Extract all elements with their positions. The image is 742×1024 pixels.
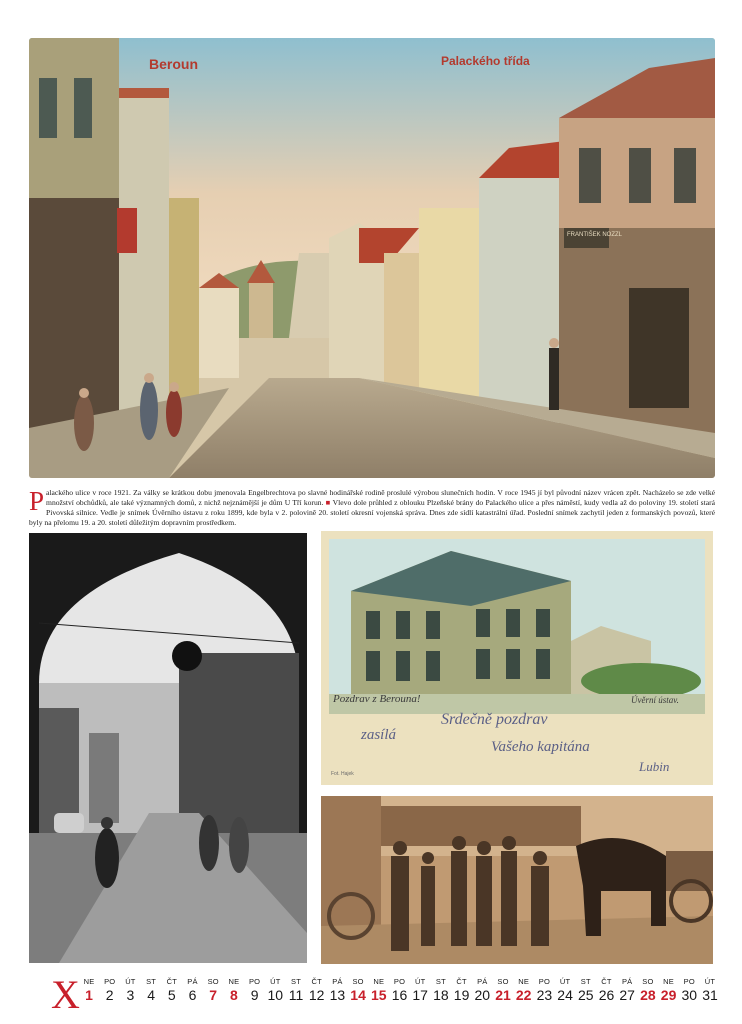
day-name: ÚT bbox=[125, 977, 136, 986]
calendar-day bbox=[679, 977, 699, 1004]
day-name: SO bbox=[352, 977, 364, 986]
postcard-building-label: Úvěrní ústav. bbox=[631, 695, 679, 705]
day-name: ČT bbox=[601, 977, 612, 986]
day-number: 19 bbox=[453, 987, 470, 1003]
day-name: SO bbox=[497, 977, 509, 986]
street-postcard-illustration bbox=[29, 38, 715, 478]
day-name: ČT bbox=[456, 977, 467, 986]
carters-wagon-photo bbox=[321, 796, 713, 964]
shop-sign: FRANTIŠEK NOZZL bbox=[567, 232, 623, 238]
calendar-day bbox=[162, 977, 182, 1004]
calendar-day bbox=[555, 977, 575, 1004]
day-number: 20 bbox=[474, 987, 491, 1003]
caption-text bbox=[29, 488, 715, 528]
day-number: 31 bbox=[702, 987, 718, 1003]
day-name: ČT bbox=[166, 977, 177, 986]
day-name: PÁ bbox=[477, 977, 488, 986]
day-number: 15 bbox=[371, 987, 387, 1003]
handwriting-line-1: Srdečně pozdrav bbox=[441, 711, 548, 728]
calendar-day bbox=[659, 977, 679, 1004]
main-street-postcard bbox=[29, 38, 715, 478]
calendar-day bbox=[369, 977, 389, 1004]
calendar-day bbox=[183, 977, 203, 1004]
day-name: NE bbox=[663, 977, 674, 986]
calendar-day bbox=[534, 977, 554, 1004]
day-number: 11 bbox=[288, 987, 304, 1003]
month-roman-numeral: X bbox=[51, 972, 80, 1017]
day-name: ÚT bbox=[414, 977, 426, 986]
day-name: SO bbox=[642, 977, 654, 986]
day-number: 7 bbox=[209, 987, 218, 1003]
calendar-day bbox=[245, 977, 265, 1004]
day-name: SO bbox=[207, 977, 219, 986]
day-number: 25 bbox=[578, 987, 594, 1003]
day-number: 13 bbox=[329, 987, 346, 1003]
calendar-day bbox=[576, 977, 596, 1004]
day-name: ST bbox=[146, 977, 157, 986]
carters-wagon-illustration bbox=[321, 796, 713, 964]
day-number: 30 bbox=[681, 987, 698, 1003]
day-number: 16 bbox=[391, 987, 408, 1003]
day-number: 21 bbox=[495, 987, 511, 1003]
calendar-day bbox=[100, 977, 120, 1004]
day-number: 2 bbox=[105, 987, 114, 1003]
day-number: 18 bbox=[433, 987, 449, 1003]
day-number: 8 bbox=[229, 987, 238, 1003]
calendar-day bbox=[307, 977, 327, 1004]
calendar-day bbox=[141, 977, 161, 1004]
calendar-day bbox=[120, 977, 140, 1004]
postcard-title-street: Palackého třída bbox=[441, 54, 530, 68]
calendar-day bbox=[431, 977, 451, 1004]
postcard-title-beroun: Beroun bbox=[149, 56, 198, 72]
day-name: NE bbox=[518, 977, 530, 986]
caption-text-part1: alackého ulice v roce 1921. Za války se krátkou dobu jmenovala Engelbrechtova po slavné hodinářské rodině proslulé výrobou slunečních hodin. V roce 1945 jí byl původní název vrácen zpět. Nacházelo se zde velké množství obchůdků, ale také významných domů, z nichž nejznámější je dům U Tří korun. bbox=[46, 488, 715, 507]
calendar-day bbox=[493, 977, 513, 1004]
day-number: 28 bbox=[640, 987, 656, 1003]
calendar-day bbox=[265, 977, 285, 1004]
separator-square: ■ bbox=[325, 497, 331, 507]
calendar-day bbox=[700, 977, 720, 1004]
day-number: 3 bbox=[126, 987, 135, 1003]
dropcap-letter: P bbox=[29, 486, 45, 516]
day-name: ST bbox=[291, 977, 301, 986]
day-number: 4 bbox=[147, 987, 155, 1003]
day-number: 23 bbox=[536, 987, 553, 1003]
day-name: ČT bbox=[311, 977, 322, 986]
day-number: 22 bbox=[515, 987, 532, 1003]
calendar-day bbox=[617, 977, 637, 1004]
handwriting-line-3: Vašeho kapitána bbox=[491, 739, 590, 755]
day-number: 9 bbox=[250, 987, 259, 1003]
calendar-day bbox=[79, 977, 99, 1004]
day-name: ÚT bbox=[270, 977, 281, 986]
calendar-day bbox=[597, 977, 617, 1004]
calendar-day bbox=[327, 977, 347, 1004]
day-name: ÚT bbox=[559, 977, 571, 986]
calendar-day bbox=[203, 977, 223, 1004]
day-number: 26 bbox=[598, 987, 615, 1003]
day-number: 1 bbox=[85, 987, 93, 1003]
day-number: 17 bbox=[412, 987, 428, 1003]
day-number: 5 bbox=[167, 987, 176, 1003]
day-name: PÁ bbox=[187, 977, 198, 986]
gate-arch-photo bbox=[29, 533, 307, 963]
day-name: PÁ bbox=[621, 977, 633, 986]
day-name: PO bbox=[393, 977, 406, 986]
day-number: 12 bbox=[308, 987, 325, 1003]
postcard-greeting: Pozdrav z Berouna! bbox=[333, 693, 421, 705]
handwriting-line-4: Lubin bbox=[639, 759, 670, 774]
day-name: PO bbox=[104, 977, 116, 986]
day-name: PÁ bbox=[332, 977, 343, 986]
day-number: 14 bbox=[350, 987, 366, 1003]
day-name: PO bbox=[538, 977, 551, 986]
day-name: ÚT bbox=[704, 977, 716, 986]
day-number: 6 bbox=[188, 987, 197, 1003]
month-calendar bbox=[29, 972, 719, 1017]
calendar-day bbox=[514, 977, 534, 1004]
calendar-day bbox=[224, 977, 244, 1004]
caption-text-part2: Vlevo dole průhled z oblouku Plzeňské brány do Palackého ulice a přes náměstí, kudy vedla až do poloviny 19. století stará Pivovská silnice. Vedle je snímek Úvěrního ústavu z roku 1899, kde byla v 2. polovině 20. století okresní vojenská správa. Dnes zde sídlí katastrální úřad. Poslední snímek zachytil jeden z formanských povozů, které byly na přelomu 19. a 20. století důležitým dopravním prostředkem. bbox=[29, 497, 715, 527]
day-name: ST bbox=[580, 977, 591, 986]
calendar-day bbox=[638, 977, 658, 1004]
day-number: 27 bbox=[619, 987, 635, 1003]
calendar-day bbox=[348, 977, 368, 1004]
calendar-day bbox=[390, 977, 410, 1004]
day-number: 10 bbox=[267, 987, 284, 1003]
day-number: 29 bbox=[660, 987, 677, 1003]
day-name: NE bbox=[83, 977, 95, 986]
day-number: 24 bbox=[557, 987, 573, 1003]
credit-institute-postcard bbox=[321, 531, 713, 785]
calendar-day bbox=[410, 977, 430, 1004]
day-name: ST bbox=[435, 977, 446, 986]
day-name: NE bbox=[373, 977, 385, 986]
day-name: NE bbox=[228, 977, 240, 986]
day-name: PO bbox=[683, 977, 695, 986]
day-name: PO bbox=[248, 977, 261, 986]
calendar-day bbox=[472, 977, 492, 1004]
gate-arch-illustration bbox=[29, 533, 307, 963]
postcard-publisher: Fot. Hajek bbox=[331, 771, 354, 777]
calendar-day bbox=[286, 977, 306, 1004]
calendar-day bbox=[452, 977, 472, 1004]
handwriting-line-2: zasílá bbox=[361, 727, 397, 743]
